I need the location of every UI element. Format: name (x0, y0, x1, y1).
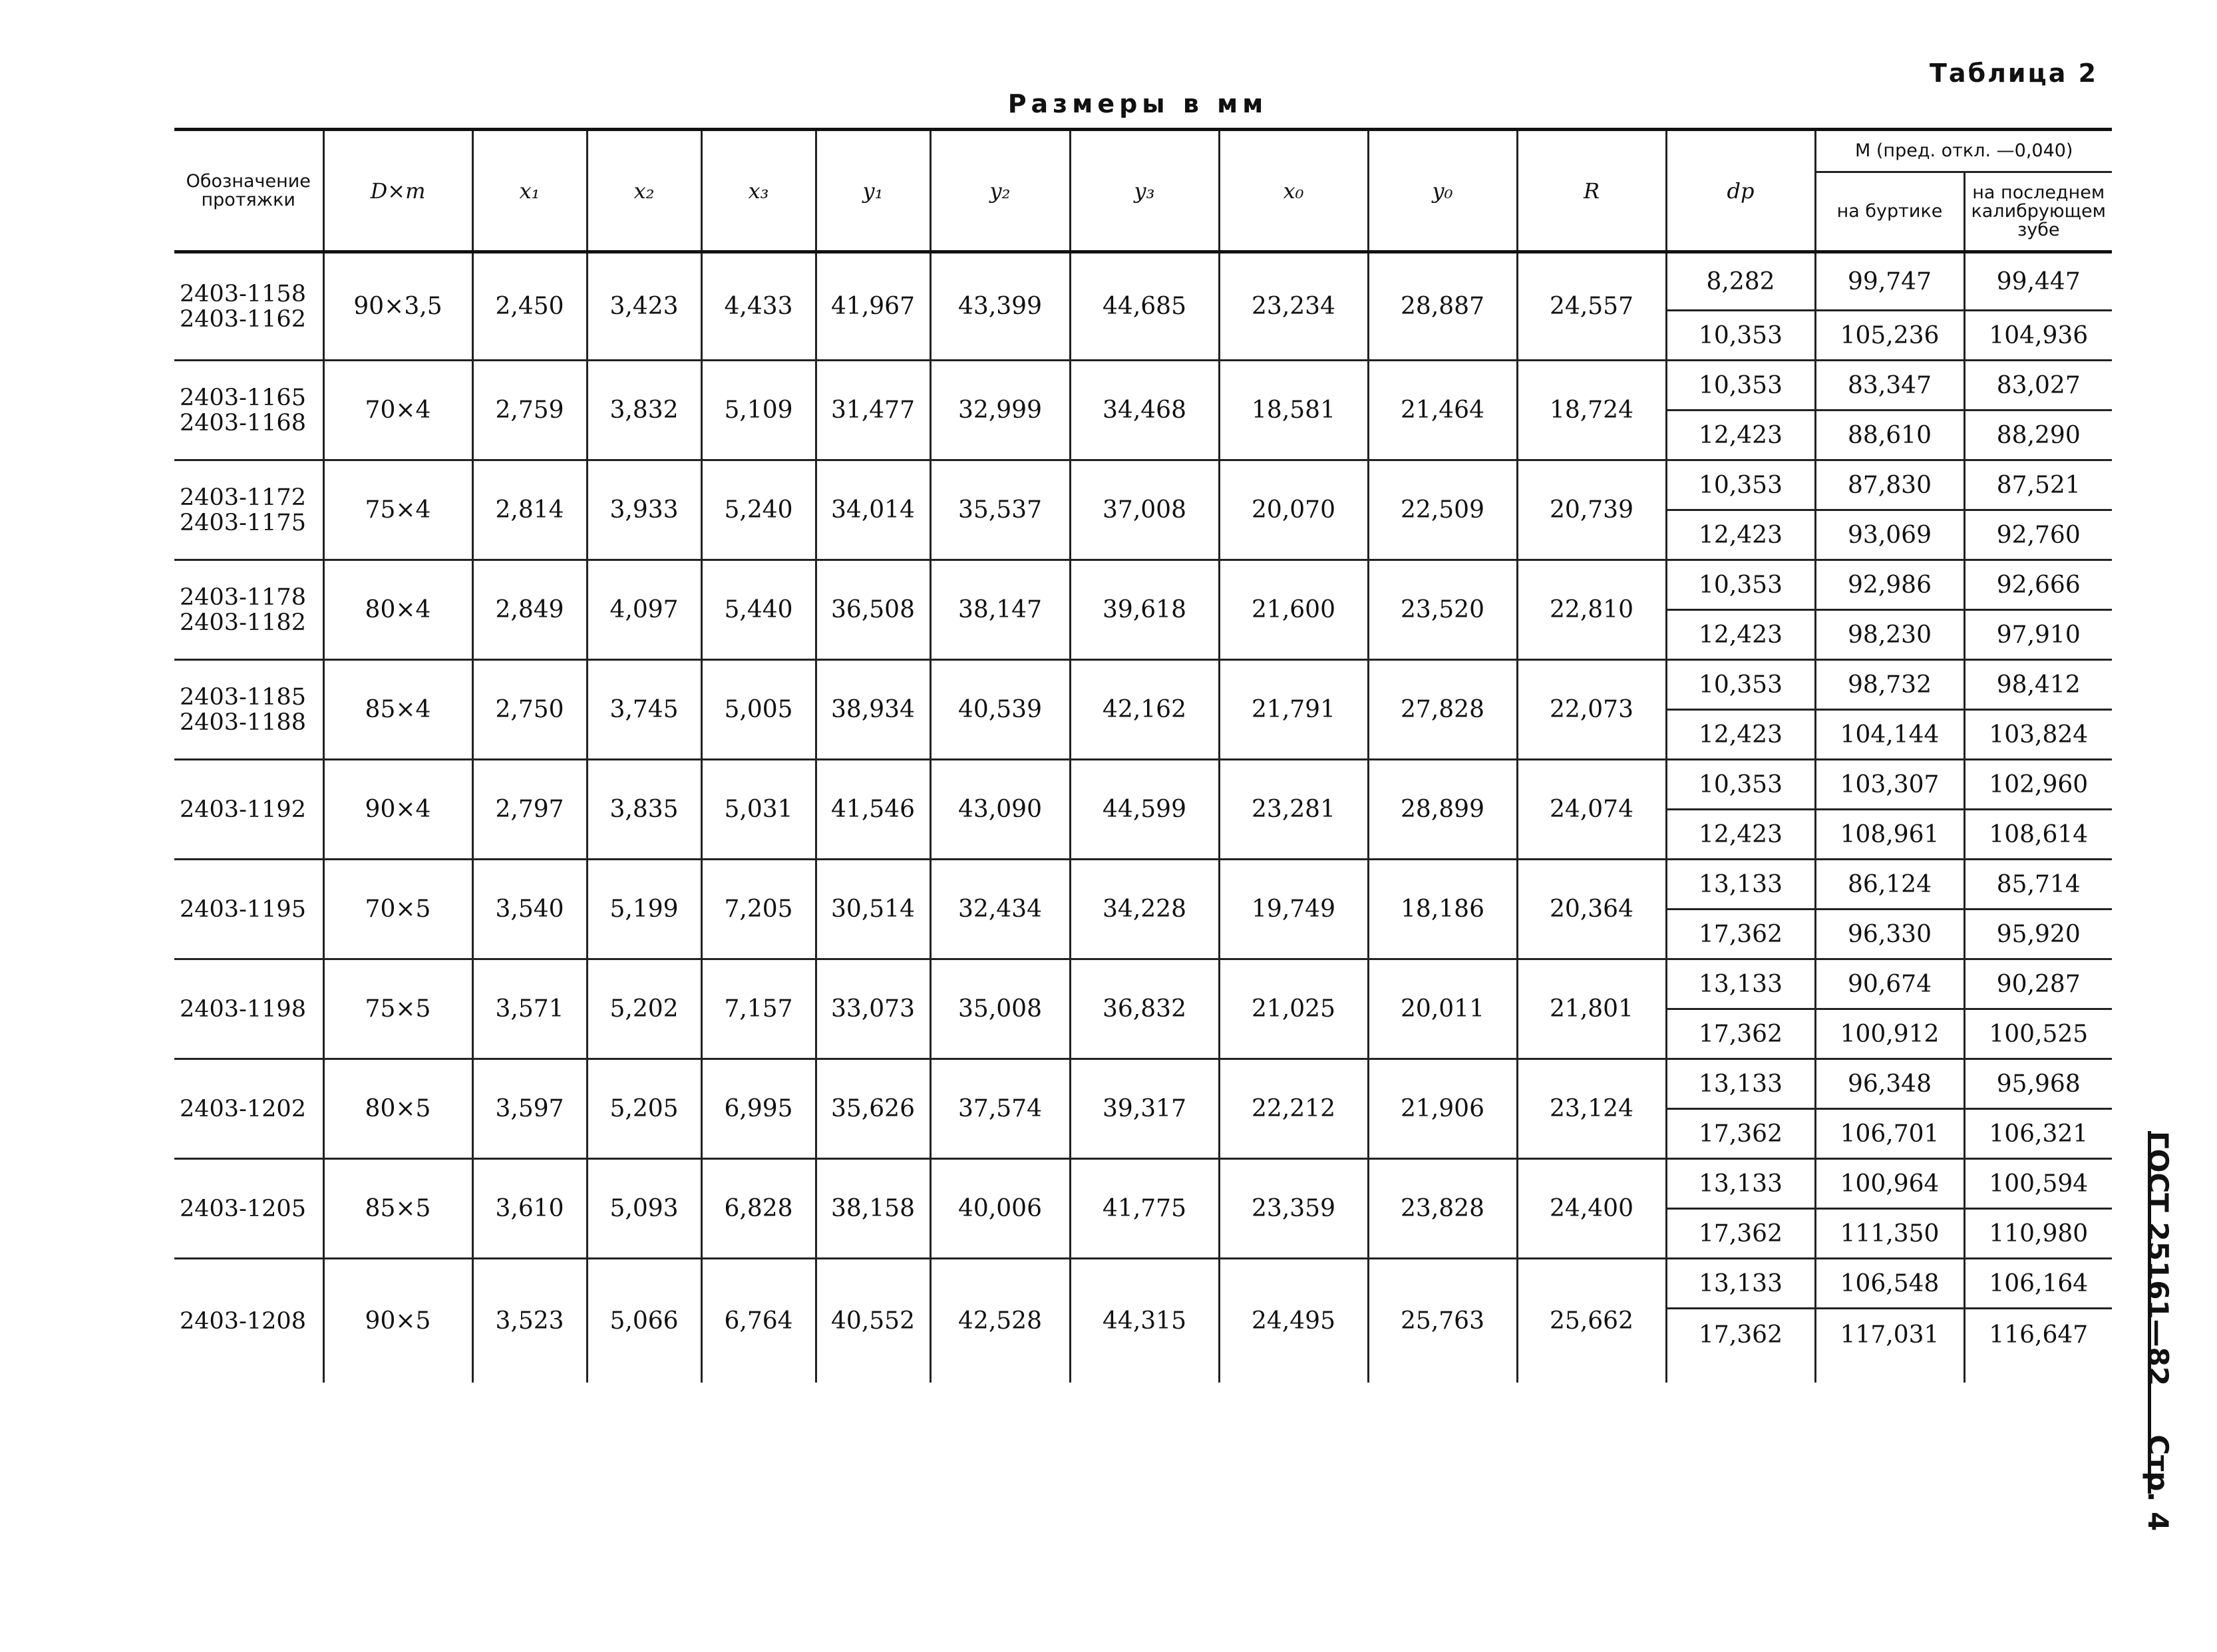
cell-y1: 35,626 (816, 1059, 930, 1159)
cell-r: 22,810 (1517, 560, 1666, 660)
cell-y3: 34,468 (1070, 361, 1219, 460)
cell-x1: 3,610 (472, 1159, 587, 1259)
cell-dp: 12,423 (1666, 411, 1815, 460)
designation-cell: 2403-1192 (174, 760, 323, 860)
cell-m1: 99,747 (1815, 252, 1964, 311)
cell-x2: 3,835 (587, 760, 701, 860)
cell-m2: 102,960 (1964, 760, 2112, 810)
designation-cell: 2403-1165 2403-1168 (174, 361, 323, 460)
cell-m2: 100,525 (1964, 1009, 2112, 1059)
designation-cell: 2403-1205 (174, 1159, 323, 1259)
cell-dp: 12,423 (1666, 810, 1815, 860)
col-m-collar: на буртике (1815, 172, 1964, 252)
cell-m2: 92,760 (1964, 510, 2112, 560)
cell-dp: 17,362 (1666, 1009, 1815, 1059)
designation-cell: 2403-1198 (174, 959, 323, 1059)
cell-y1: 41,967 (816, 252, 930, 361)
cell-m1: 86,124 (1815, 860, 1964, 909)
table-row (174, 460, 2112, 510)
cell-m1: 90,674 (1815, 959, 1964, 1009)
cell-x1: 3,597 (472, 1059, 587, 1159)
cell-y2: 40,539 (930, 660, 1070, 760)
designation-cell: 2403-1178 2403-1182 (174, 560, 323, 660)
cell-x3: 6,764 (701, 1259, 816, 1383)
cell-dp: 13,133 (1666, 860, 1815, 909)
cell-y0: 28,899 (1368, 760, 1517, 860)
cell-y1: 31,477 (816, 361, 930, 460)
cell-x2: 5,093 (587, 1159, 701, 1259)
cell-dxm: 80×4 (323, 560, 472, 660)
cell-dp: 13,133 (1666, 1159, 1815, 1209)
cell-y0: 25,763 (1368, 1259, 1517, 1383)
cell-y1: 30,514 (816, 860, 930, 959)
cell-x1: 3,523 (472, 1259, 587, 1383)
designation-cell: 2403-1208 (174, 1259, 323, 1383)
cell-dxm: 85×5 (323, 1159, 472, 1259)
cell-dp: 17,362 (1666, 1209, 1815, 1259)
cell-r: 24,400 (1517, 1159, 1666, 1259)
cell-m1: 98,230 (1815, 610, 1964, 660)
cell-y0: 27,828 (1368, 660, 1517, 760)
cell-x3: 7,157 (701, 959, 816, 1059)
cell-y3: 44,599 (1070, 760, 1219, 860)
cell-dxm: 70×4 (323, 361, 472, 460)
cell-dp: 12,423 (1666, 710, 1815, 760)
cell-m2: 100,594 (1964, 1159, 2112, 1209)
cell-m1: 100,964 (1815, 1159, 1964, 1209)
cell-dxm: 75×4 (323, 460, 472, 560)
cell-m2: 104,936 (1964, 311, 2112, 361)
cell-y0: 23,828 (1368, 1159, 1517, 1259)
cell-y2: 32,434 (930, 860, 1070, 959)
cell-m1: 106,701 (1815, 1109, 1964, 1159)
cell-x0: 21,600 (1219, 560, 1368, 660)
cell-y1: 38,158 (816, 1159, 930, 1259)
cell-m2: 83,027 (1964, 361, 2112, 411)
cell-x2: 3,745 (587, 660, 701, 760)
col-m-group: M (пред. откл. —0,040) (1815, 130, 2112, 172)
cell-y3: 39,317 (1070, 1059, 1219, 1159)
cell-dp: 17,362 (1666, 1109, 1815, 1159)
cell-y1: 38,934 (816, 660, 930, 760)
cell-y2: 43,090 (930, 760, 1070, 860)
designation-cell: 2403-1172 2403-1175 (174, 460, 323, 560)
designation-cell: 2403-1158 2403-1162 (180, 280, 306, 333)
cell-r: 20,364 (1517, 860, 1666, 959)
cell-y2: 32,999 (930, 361, 1070, 460)
cell-x1: 2,759 (472, 361, 587, 460)
table-row (174, 760, 2112, 810)
cell-m2: 106,164 (1964, 1259, 2112, 1309)
cell-m1: 111,350 (1815, 1209, 1964, 1259)
cell-dp: 12,423 (1666, 610, 1815, 660)
cell-m2: 95,920 (1964, 909, 2112, 959)
cell-m2: 99,447 (1964, 252, 2112, 311)
cell-x0: 23,359 (1219, 1159, 1368, 1259)
cell-y3: 44,315 (1070, 1259, 1219, 1383)
cell-x1: 2,797 (472, 760, 587, 860)
designation-cell: 2403-1195 (174, 860, 323, 959)
cell-dxm: 70×5 (323, 860, 472, 959)
cell-m1: 103,307 (1815, 760, 1964, 810)
designation-cell: 2403-1202 (174, 1059, 323, 1159)
cell-x2: 3,933 (587, 460, 701, 560)
cell-y0: 22,509 (1368, 460, 1517, 560)
cell-dp: 10,353 (1666, 660, 1815, 710)
cell-dp: 10,353 (1666, 460, 1815, 510)
table-body (174, 252, 2112, 1383)
cell-x0: 22,212 (1219, 1059, 1368, 1159)
cell-y1: 41,546 (816, 760, 930, 860)
cell-x3: 5,440 (701, 560, 816, 660)
cell-y3: 36,832 (1070, 959, 1219, 1059)
cell-x0: 23,281 (1219, 760, 1368, 860)
col-m-last-tooth: на последнем калибрующем зубе (1964, 172, 2112, 252)
cell-r: 22,073 (1517, 660, 1666, 760)
cell-m2: 95,968 (1964, 1059, 2112, 1109)
cell-m2: 87,521 (1964, 460, 2112, 510)
cell-x0: 24,495 (1219, 1259, 1368, 1383)
cell-x2: 5,066 (587, 1259, 701, 1383)
cell-x3: 6,828 (701, 1159, 816, 1259)
cell-dp: 10,353 (1666, 311, 1815, 361)
cell-dxm: 75×5 (323, 959, 472, 1059)
cell-r: 23,124 (1517, 1059, 1666, 1159)
cell-x1: 2,750 (472, 660, 587, 760)
cell-x0: 18,581 (1219, 361, 1368, 460)
cell-m1: 88,610 (1815, 411, 1964, 460)
cell-x2: 5,205 (587, 1059, 701, 1159)
col-y0: y₀ (1368, 130, 1517, 252)
cell-dxm: 85×4 (323, 660, 472, 760)
cell-m1: 83,347 (1815, 361, 1964, 411)
cell-x2: 5,199 (587, 860, 701, 959)
table-row (174, 860, 2112, 909)
cell-x1: 2,849 (472, 560, 587, 660)
cell-m2: 88,290 (1964, 411, 2112, 460)
cell-r: 18,724 (1517, 361, 1666, 460)
cell-x0: 21,025 (1219, 959, 1368, 1059)
cell-x1: 3,540 (472, 860, 587, 959)
cell-y0: 28,887 (1368, 252, 1517, 361)
cell-x2: 3,423 (587, 252, 701, 361)
cell-m2: 92,666 (1964, 560, 2112, 610)
cell-x2: 3,832 (587, 361, 701, 460)
cell-y0: 20,011 (1368, 959, 1517, 1059)
table-row (174, 1259, 2112, 1309)
cell-y3: 39,618 (1070, 560, 1219, 660)
cell-y3: 41,775 (1070, 1159, 1219, 1259)
cell-y1: 36,508 (816, 560, 930, 660)
table-row (174, 361, 2112, 411)
cell-y2: 37,574 (930, 1059, 1070, 1159)
cell-x3: 4,433 (701, 252, 816, 361)
cell-m1: 106,548 (1815, 1259, 1964, 1309)
table-row (174, 1159, 2112, 1209)
col-x2: x₂ (587, 130, 701, 252)
table-title: Таблица 2 (1930, 59, 2099, 88)
cell-m2: 97,910 (1964, 610, 2112, 660)
cell-y2: 38,147 (930, 560, 1070, 660)
cell-dp: 17,362 (1666, 909, 1815, 959)
cell-x3: 5,240 (701, 460, 816, 560)
cell-dp: 13,133 (1666, 1059, 1815, 1109)
cell-dp: 10,353 (1666, 361, 1815, 411)
cell-r: 24,074 (1517, 760, 1666, 860)
cell-x1: 3,571 (472, 959, 587, 1059)
cell-y3: 42,162 (1070, 660, 1219, 760)
cell-m2: 85,714 (1964, 860, 2112, 909)
cell-dxm: 90×5 (323, 1259, 472, 1383)
col-x1: x₁ (472, 130, 587, 252)
cell-r: 25,662 (1517, 1259, 1666, 1383)
col-y3: y₃ (1070, 130, 1219, 252)
cell-x1: 2,814 (472, 460, 587, 560)
col-dxm: D×m (323, 130, 472, 252)
cell-m1: 92,986 (1815, 560, 1964, 610)
cell-m1: 104,144 (1815, 710, 1964, 760)
cell-m2: 110,980 (1964, 1209, 2112, 1259)
cell-r: 21,801 (1517, 959, 1666, 1059)
cell-m2: 90,287 (1964, 959, 2112, 1009)
dimensions-table (174, 128, 2112, 1383)
col-y2: y₂ (930, 130, 1070, 252)
cell-x3: 5,109 (701, 361, 816, 460)
cell-dxm: 90×4 (323, 760, 472, 860)
units-caption: Размеры в мм (1007, 89, 1268, 118)
cell-y1: 33,073 (816, 959, 930, 1059)
table-row (174, 560, 2112, 610)
col-designation: Обозначение протяжки (174, 130, 323, 252)
cell-m2: 108,614 (1964, 810, 2112, 860)
cell-m1: 96,348 (1815, 1059, 1964, 1109)
cell-m1: 108,961 (1815, 810, 1964, 860)
cell-y3: 34,228 (1070, 860, 1219, 959)
cell-y1: 40,552 (816, 1259, 930, 1383)
cell-y0: 23,520 (1368, 560, 1517, 660)
cell-dp: 17,362 (1666, 1309, 1815, 1383)
cell-m1: 100,912 (1815, 1009, 1964, 1059)
cell-x3: 6,995 (701, 1059, 816, 1159)
table-row (174, 1059, 2112, 1109)
col-x0: x₀ (1219, 130, 1368, 252)
cell-dp: 8,282 (1666, 252, 1815, 311)
cell-m2: 116,647 (1964, 1309, 2112, 1383)
cell-x2: 4,097 (587, 560, 701, 660)
col-x3: x₃ (701, 130, 816, 252)
cell-x0: 19,749 (1219, 860, 1368, 959)
cell-dp: 12,423 (1666, 510, 1815, 560)
cell-m2: 106,321 (1964, 1109, 2112, 1159)
cell-x0: 21,791 (1219, 660, 1368, 760)
cell-dp: 13,133 (1666, 1259, 1815, 1309)
cell-r: 20,739 (1517, 460, 1666, 560)
cell-x3: 5,005 (701, 660, 816, 760)
table-row (174, 252, 2112, 311)
cell-y0: 21,464 (1368, 361, 1517, 460)
cell-y2: 35,008 (930, 959, 1070, 1059)
cell-m1: 96,330 (1815, 909, 1964, 959)
cell-y3: 44,685 (1070, 252, 1219, 361)
cell-y2: 42,528 (930, 1259, 1070, 1383)
cell-y2: 40,006 (930, 1159, 1070, 1259)
col-r: R (1517, 130, 1666, 252)
cell-m2: 103,824 (1964, 710, 2112, 760)
cell-m1: 105,236 (1815, 311, 1964, 361)
designation-cell: 2403-1185 2403-1188 (174, 660, 323, 760)
cell-r: 24,557 (1517, 252, 1666, 361)
cell-dxm: 80×5 (323, 1059, 472, 1159)
cell-dp: 10,353 (1666, 560, 1815, 610)
cell-m1: 117,031 (1815, 1309, 1964, 1383)
cell-m1: 87,830 (1815, 460, 1964, 510)
cell-x0: 23,234 (1219, 252, 1368, 361)
cell-dp: 10,353 (1666, 760, 1815, 810)
cell-m1: 93,069 (1815, 510, 1964, 560)
cell-y2: 35,537 (930, 460, 1070, 560)
cell-m2: 98,412 (1964, 660, 2112, 710)
cell-y2: 43,399 (930, 252, 1070, 361)
cell-dp: 13,133 (1666, 959, 1815, 1009)
col-dp: dp (1666, 130, 1815, 252)
cell-dxm: 90×3,5 (323, 252, 472, 361)
cell-m1: 98,732 (1815, 660, 1964, 710)
table-row (174, 959, 2112, 1009)
cell-y0: 21,906 (1368, 1059, 1517, 1159)
cell-x2: 5,202 (587, 959, 701, 1059)
cell-y0: 18,186 (1368, 860, 1517, 959)
side-stamp (2136, 1131, 2176, 1532)
cell-x3: 7,205 (701, 860, 816, 959)
page-number: Стр. 4 (2142, 1434, 2174, 1532)
cell-x1: 2,450 (472, 252, 587, 361)
col-y1: y₁ (816, 130, 930, 252)
standard-number: ГОСТ 25161—82 (2142, 1131, 2174, 1387)
cell-y1: 34,014 (816, 460, 930, 560)
cell-y3: 37,008 (1070, 460, 1219, 560)
cell-x3: 5,031 (701, 760, 816, 860)
cell-x0: 20,070 (1219, 460, 1368, 560)
table-row (174, 660, 2112, 710)
